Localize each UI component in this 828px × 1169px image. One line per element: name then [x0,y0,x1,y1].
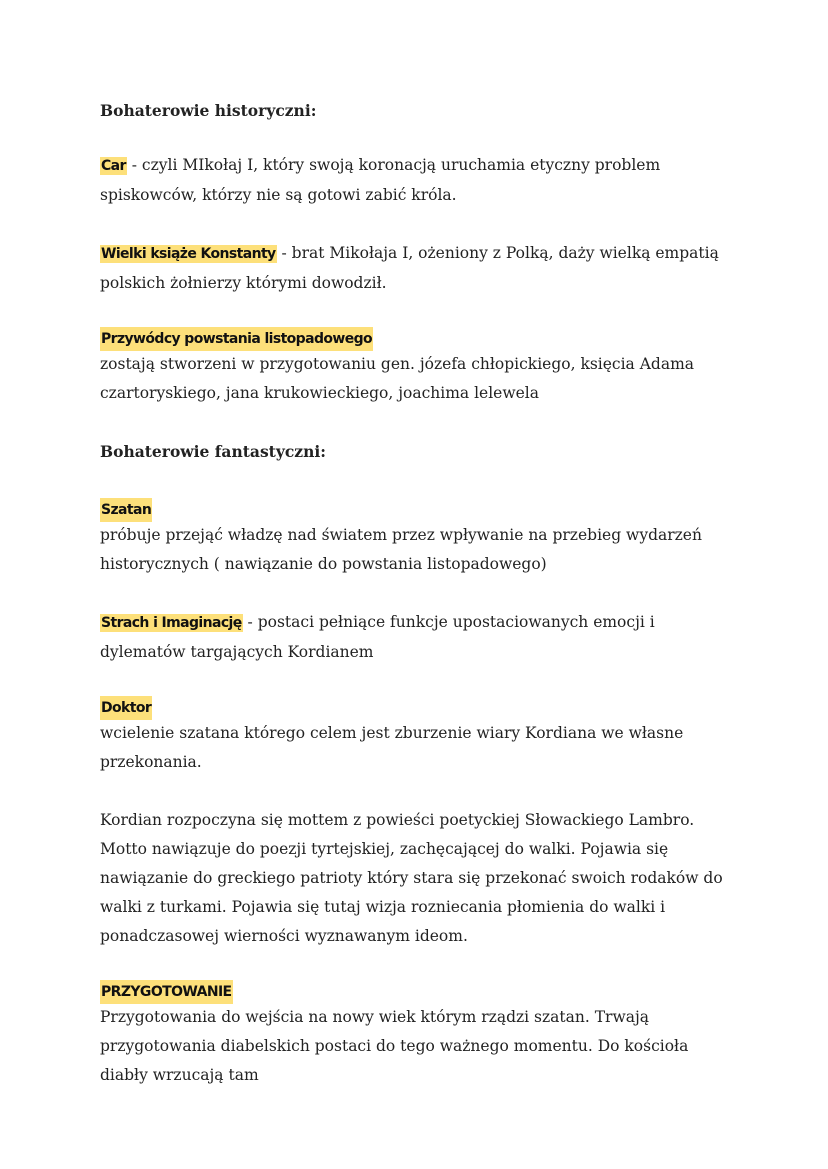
szatan-label-line [100,495,740,521]
car-text: - czyli MIkołaj I, który swoją koronacją uruchamia etyczny problem spiskowców, którzy nie są gotowi zabić króla. [100,156,661,204]
doktor-label-line [100,693,740,719]
przywodcy-highlight: Przywódcy powstania listopadowego [100,327,373,351]
przygotowanie-text: Przygotowania do wejścia na nowy wiek którym rządzi szatan. Trwają przygotowania diabelskich postaci do tego ważnego momentu. Do kościoła diabły wrzucają tam [100,1008,689,1084]
historical-heroes-heading: Bohaterowie historyczni: [100,101,317,120]
konstanty-paragraph [100,239,740,298]
konstanty-text: - brat Mikołaja I, ożeniony z Polką, daży wielką empatią polskich żołnierzy którymi dowodził. [100,244,719,292]
doktor-text: wcielenie szatana którego celem jest zburzenie wiary Kordiana we własne przekonania. [100,724,684,771]
szatan-highlight: Szatan [100,498,152,522]
strach-paragraph [100,608,740,667]
doktor-highlight: Doktor [100,696,152,720]
kordian-paragraph: Kordian rozpoczyna się mottem z powieści poetyckiej Słowackiego Lambro. Motto nawiązuje do poezji tyrtejskiej, zachęcającej do walki. Pojawia się nawiązanie do greckiego patrioty który stara się przekonać swoich rodaków do walki z turkami. Pojawia się tutaj wizja rozniecania płomienia do walki i ponadczasowej wierności wyznawanym ideom. [100,811,723,945]
przygotowanie-highlight: PRZYGOTOWANIE [100,980,233,1004]
przywodcy-label-line [100,324,740,350]
przygotowanie-label-line [100,977,740,1003]
konstanty-highlight: Wielki książe Konstanty [101,246,276,262]
car-highlight: Car [101,158,126,174]
szatan-text: próbuje przejąć władzę nad światem przez wpływanie na przebieg wydarzeń historycznych ( nawiązanie do powstania listopadowego) [100,526,702,573]
car-paragraph [100,151,740,210]
document-page [100,96,740,1090]
strach-highlight: Strach i Imaginację [101,615,242,631]
przywodcy-text: zostają stworzeni w przygotowaniu gen. józefa chłopickiego, księcia Adama czartoryskiego, jana krukowieckiego, joachima lelewela [100,355,695,402]
strach-text: - postaci pełniące funkcje upostaciowanych emocji i dylematów targających Kordianem [100,613,655,661]
fantastic-heroes-heading: Bohaterowie fantastyczni: [100,442,326,461]
